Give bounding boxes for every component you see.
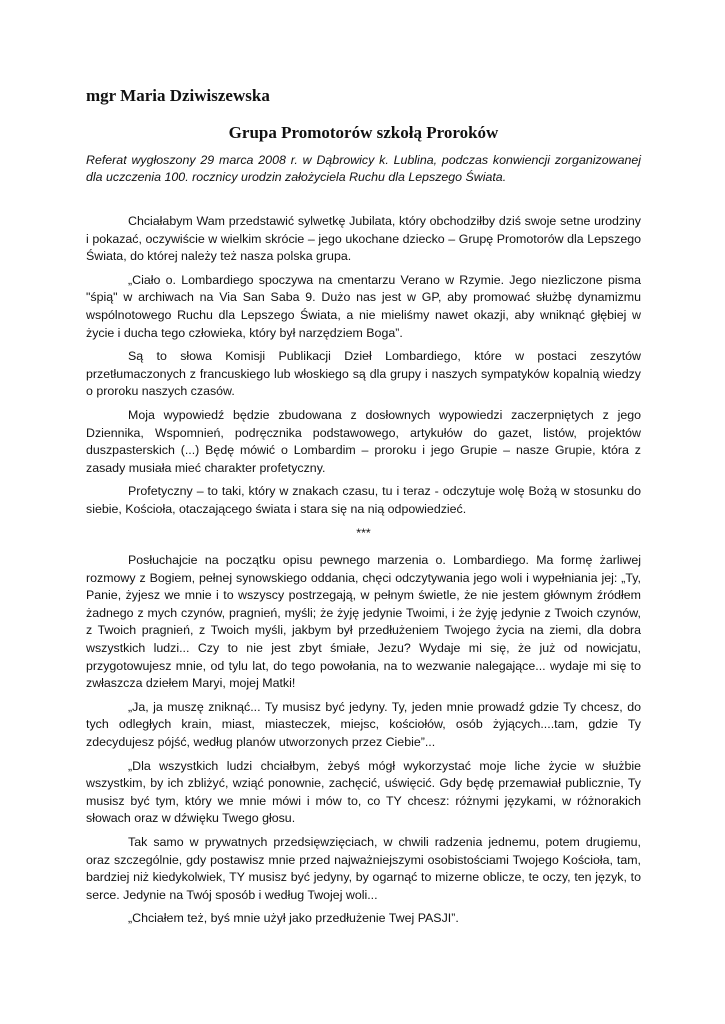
paragraph-passion: „Chciałem też, byś mnie użył jako przedłużenie Twej PASJI”. <box>128 911 459 926</box>
author-name: mgr Maria Dziwiszewska <box>86 86 270 105</box>
paragraph-private-endeavours: Tak samo w prywatnych przedsięwzięciach, w chwili radzenia jednemu, potem drugiemu, oraz szczególnie, gdy postawisz mnie przed najważniejszymi osobistościami Twojego Kościoła, tam, bardziej niż kiedykolwiek, TY musisz być jedyny, by ogarnąć to mizerne oblicze, te oczy, ten język, to serce. Jedynie na Twój sposób i według Twojej woli... <box>86 835 641 902</box>
section-separator: *** <box>356 525 371 540</box>
paragraph-vanish: „Ja, ja muszę zniknąć... Ty musisz być jedyny. Ty, jeden mnie prowadź gdzie Ty chcesz, do tych odległych krain, miast, miasteczek, miejsc, kościołów, osób żyjących....tam, gdzie Ty zdecydujesz pójść, według planów utworzonych przez Ciebie”... <box>86 699 641 750</box>
paragraph-dream: Posłuchajcie na początku opisu pewnego marzenia o. Lombardiego. Ma formę żarliwej rozmowy z Bogiem, pełnej synowskiego oddania, chęci odczytywania jego woli i wypełniania jej: „Ty, Panie, żyjesz we mnie i to wszyscy postrzegają, w pełnym świetle, że nie jestem głównym źródłem żadnego z mych czynów, pragnień, myśli; że żyję jedynie Twoimi, i że żyję jedynie z Twoich czynów, z Twoich pragnień, z Twoich myśli, jakbym był przedłużeniem Twojego życia na ziemi, dla dobra wszystkich ludzi... Czy to nie jest zbyt śmiałe, Jezu? Wydaje mi się, że już od nowicjatu, przygotowujesz mnie, od tylu lat, do tego powołania, na to wezwanie nalegające... wydaje mi się to zwłaszcza dziełem Maryi, mojej Matki! <box>86 553 641 691</box>
document-body <box>86 213 641 934</box>
paragraph-quote-commission: „Ciało o. Lombardiego spoczywa na cmentarzu Verano w Rzymie. Jego niezliczone pisma "śpią" w archiwach na Via San Saba 9. Dużo nas jest w GP, aby promować służbę dynamizmu wspólnotowego Ruchu dla Lepszego Świata, a nie mieliśmy nawet okazji, aby wniknąć głębiej w życie i ducha tego człowieka, który był narzędziem Boga”. <box>86 272 641 340</box>
paragraph-commission-words: Są to słowa Komisji Publikacji Dzieł Lombardiego, które w postaci zeszytów przetłumaczonych z francuskiego lub włoskiego są dla grupy i naszych sympatyków kopalnią wiedzy o proroku naszych czasów. <box>86 349 641 399</box>
paragraph-prophetic-definition: Profetyczny – to taki, który w znakach czasu, tu i teraz - odczytuje wolę Bożą w stosunku do siebie, Kościoła, otaczającego świata i stara się na nią odpowiedzieć. <box>86 484 641 516</box>
paragraph-for-all-people: „Dla wszystkich ludzi chciałbym, żebyś mógł wykorzystać moje liche życie w służbie wszystkim, by ich zbliżyć, wziąć ponownie, zachęcić, uświęcić. Gdy będę przemawiał publicznie, Ty musisz być tym, który we mnie mówi i mów to, co TY chcesz: różnymi językami, w różnorakich słowach oraz w dźwięku Twego głosu. <box>86 758 641 826</box>
document-title: Grupa Promotorów szkołą Proroków <box>228 123 499 142</box>
document-subtitle: Referat wygłoszony 29 marca 2008 r. w Dąbrowicy k. Lublina, podczas konwiencji zorganizowanej dla uczczenia 100. rocznicy urodzin założyciela Ruchu dla Lepszego Świata. <box>86 153 641 184</box>
paragraph-speech-structure: Moja wypowiedź będzie zbudowana z dosłownych wypowiedzi zaczerpniętych z jego Dziennika, Wspomnień, podręcznika podstawowego, artykułów do gazet, listów, projektów duszpasterskich (...) Będę mówić o Lombardim – proroku i jego Grupie – nasze Grupie, która z zasady musiała mieć charakter profetyczny. <box>86 407 641 475</box>
paragraph-intro: Chciałabym Wam przedstawić sylwetkę Jubilata, który obchodziłby dziś swoje setne urodziny i pokazać, oczywiście w wielkim skrócie – jego ukochane dziecko – Grupę Promotorów dla Lepszego Świata, do której należy też nasza polska grupa. <box>86 214 641 264</box>
